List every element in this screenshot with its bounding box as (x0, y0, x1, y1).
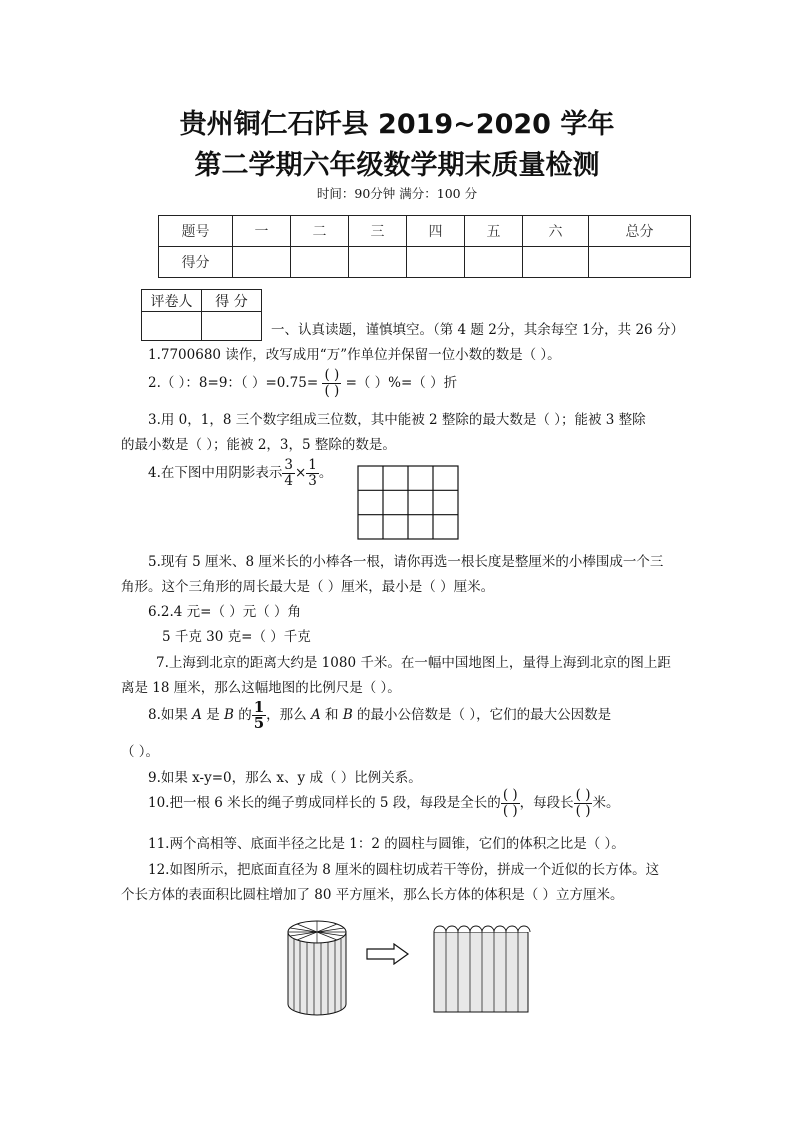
score-cell[interactable] (523, 247, 589, 278)
table-cell: 二 (291, 216, 349, 247)
question-5-line2: 角形。这个三角形的周长最大是（ ）厘米，最小是（ ）厘米。 (121, 579, 495, 595)
score-cell[interactable] (465, 247, 523, 278)
cuboid-figure (430, 922, 534, 1014)
exam-info: 时间：90分钟 满分：100 分 (316, 186, 478, 201)
arrow-right-icon (366, 943, 410, 965)
question-9: 9.如果 x-y=0，那么 x、y 成（ ）比例关系。 (148, 770, 422, 786)
table-row (159, 216, 691, 247)
table-cell: 题号 (159, 216, 233, 247)
question-7-line2: 离是 18 厘米，那么这幅地图的比例尺是（ ）。 (121, 680, 401, 696)
question-4: 4.在下图中用阴影表示 $\frac{3}{4}$ × $\frac{1}{3}$ 。 (148, 457, 333, 489)
grader-header: 评卷人 (142, 290, 202, 312)
table-row (159, 247, 691, 278)
question-6-line2: 5 千克 30 克=（ ）千克 (162, 629, 311, 645)
table-cell: 三 (349, 216, 407, 247)
question-2: 2.（ ）：8=9：（ ）=0.75= $\frac{( )}{( )}$ =（ ）%=（ ）折 (148, 367, 458, 399)
page-title-line1: 贵州铜仁石阡县 2019~2020 学年 (179, 109, 615, 140)
score-cell[interactable] (291, 247, 349, 278)
score-cell[interactable] (407, 247, 465, 278)
grid-4x3[interactable] (357, 465, 459, 540)
question-6-line1: 6.2.4 元=（ ）元（ ）角 (148, 604, 302, 620)
grader-cell[interactable] (202, 312, 262, 341)
score-cell[interactable] (349, 247, 407, 278)
score-cell[interactable] (589, 247, 691, 278)
question-3-line1: 3.用 0，1，8 三个数字组成三位数，其中能被 2 整除的最大数是（ ）；能被 3 整除 (148, 412, 646, 428)
grader-box (141, 289, 262, 341)
question-10: 10.把一根 6 米长的绳子剪成同样长的 5 段，每段是全长的 $\frac{( )}{( )}$ ，每段长 $\frac{( )}{( )}$ 米。 (148, 787, 620, 819)
table-cell: 四 (407, 216, 465, 247)
question-11: 11.两个高相等、底面半径之比是 1：2 的圆柱与圆锥，它们的体积之比是（ ）。 (148, 836, 625, 852)
grader-cell[interactable] (142, 312, 202, 341)
page-title-line2: 第二学期六年级数学期末质量检测 (194, 150, 600, 181)
score-table (158, 215, 691, 278)
question-8: 8.如果 A 是 B 的 $\frac{1}{5}$ ，那么 A 和 B 的最小公倍数是（ ），它们的最大公因数是 (148, 698, 612, 732)
section-heading: 一、认真读题，谨慎填空。（第 4 题 2分，其余每空 1分，共 26 分） (271, 322, 684, 338)
table-cell: 五 (465, 216, 523, 247)
table-cell: 一 (233, 216, 291, 247)
question-12-line1: 12.如图所示，把底面直径为 8 厘米的圆柱切成若干等份，拼成一个近似的长方体。这 (148, 862, 660, 878)
table-cell: 得分 (159, 247, 233, 278)
cylinder-figure (286, 918, 348, 1018)
table-cell: 六 (523, 216, 589, 247)
question-3-line2: 的最小数是（ ）；能被 2，3，5 整除的数是。 (121, 437, 396, 453)
question-1: 1.7700680 读作，改写成用“万”作单位并保留一位小数的数是（ ）。 (148, 347, 561, 363)
question-5-line1: 5.现有 5 厘米、8 厘米长的小棒各一根，请你再选一根长度是整厘米的小棒围成一个三 (148, 554, 664, 570)
question-12-line2: 个长方体的表面积比圆柱增加了 80 平方厘米，那么长方体的体积是（ ）立方厘米。 (121, 887, 624, 903)
grader-header: 得 分 (202, 290, 262, 312)
question-8-line2: （ ）。 (121, 744, 160, 760)
score-cell[interactable] (233, 247, 291, 278)
table-cell: 总分 (589, 216, 691, 247)
question-7-line1: 7.上海到北京的距离大约是 1080 千米。在一幅中国地图上，量得上海到北京的图上距 (156, 655, 671, 671)
